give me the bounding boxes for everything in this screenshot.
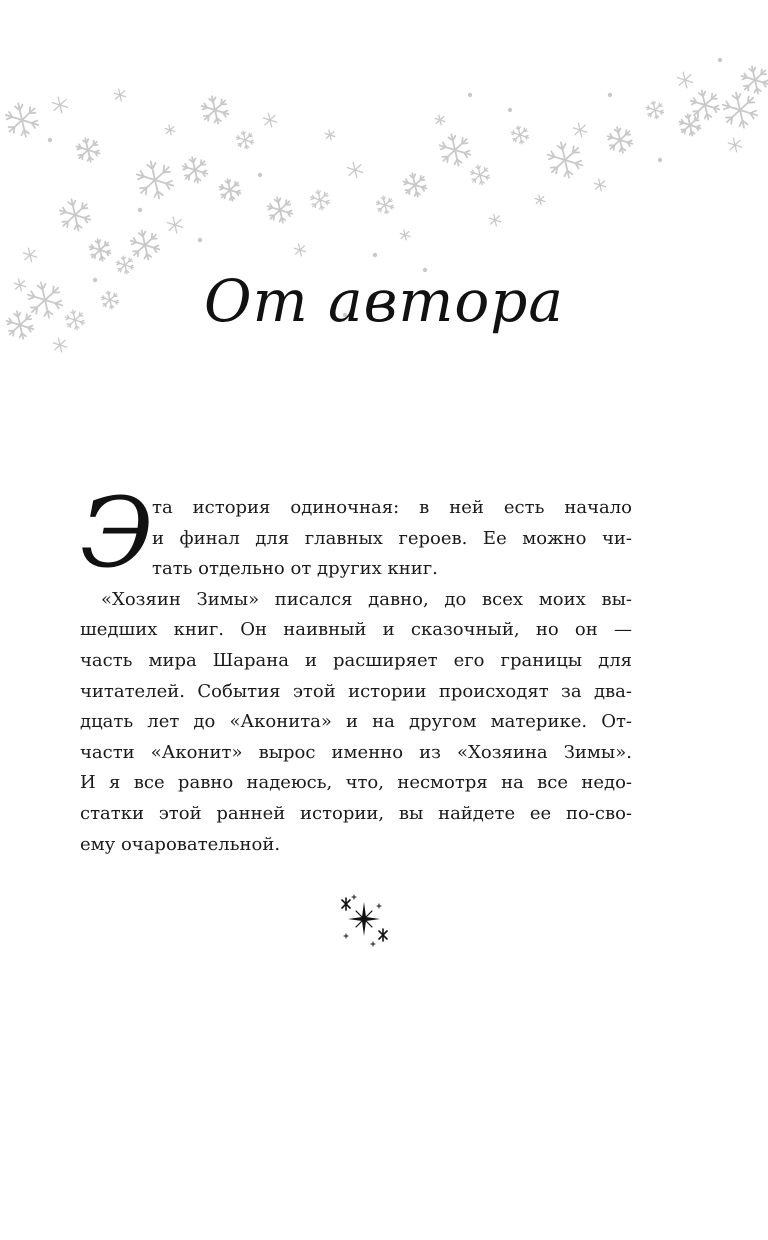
paragraph-1 <box>80 493 632 585</box>
snow-dot <box>138 208 142 212</box>
snowflake-icon <box>6 103 38 136</box>
snowflake-icon <box>594 179 605 191</box>
snow-dot <box>373 253 377 257</box>
snow-dot <box>658 158 662 162</box>
text-line: тать отдельно от других книг. <box>152 558 438 580</box>
snowflake-icon <box>183 157 208 182</box>
text-line: часть мира Шарана и расширяет его границы для <box>80 649 632 671</box>
snowflake-icon <box>404 173 427 196</box>
snow-dot <box>258 173 262 177</box>
chapter-title: От автора <box>204 266 564 335</box>
text-line: та история одиночная: в ней есть начало <box>152 497 632 518</box>
paragraph-2 <box>80 585 632 860</box>
text-line: «Хозяин Зимы» писался давно, до всех моих вы- <box>101 588 632 610</box>
snowflake-icon <box>646 101 663 119</box>
snowflake-icon <box>131 230 160 259</box>
text-line: части «Аконит» вырос именно из «Хозяина Зимы». <box>80 741 632 763</box>
snowflake-icon <box>470 165 489 185</box>
snowflake-icon <box>236 131 253 149</box>
snowflake-icon <box>77 138 100 161</box>
snowflake-icon <box>325 130 335 140</box>
snowflake-icon <box>52 97 67 113</box>
text-line: статки этой ранней истории, вы найдете ее по-сво- <box>80 802 632 824</box>
snowflake-icon <box>511 126 528 144</box>
snowflake-icon <box>573 123 586 137</box>
snowflake-icon <box>548 142 582 177</box>
text-line: дцать лет до «Аконита» и на другом материке. От- <box>80 711 632 733</box>
snowflake-icon <box>677 72 692 88</box>
snowflake-icon <box>165 125 175 135</box>
snow-dot <box>468 93 472 97</box>
snowflake-icon <box>728 138 741 152</box>
text-line: читателей. События этой истории происходят за два- <box>80 680 632 702</box>
snow-dot <box>718 58 722 62</box>
snowflake-icon <box>23 248 36 262</box>
snowflake-icon <box>60 199 91 230</box>
snowflake-icon <box>742 66 768 93</box>
snowflake-icon <box>114 89 125 101</box>
snowflake-icon <box>294 244 305 256</box>
snowflake-icon <box>310 190 329 210</box>
text-line: И я все равно надеюсь, что, несмотря на все недо- <box>80 772 632 794</box>
author-note-text <box>80 477 632 860</box>
text-line: и финал для главных героев. Ее можно чи- <box>152 527 632 549</box>
snowflake-icon <box>535 195 545 205</box>
drop-cap: Э <box>80 477 154 589</box>
sparkles-icon <box>334 890 394 950</box>
text-line: ему очаровательной. <box>80 833 281 855</box>
snowflake-icon <box>691 90 720 119</box>
snowflake-icon <box>608 127 633 152</box>
snow-dot <box>48 138 52 142</box>
snowflake-icon <box>202 96 229 123</box>
snowflake-icon <box>167 217 182 233</box>
snowflake-icon <box>263 113 276 127</box>
snowflake-icon <box>489 214 500 226</box>
snowflake-icon <box>90 239 111 260</box>
snowflake-icon <box>435 115 445 125</box>
snowflake-icon <box>400 230 410 240</box>
snowflake-icon <box>268 197 293 222</box>
text-line: шедших книг. Он наивный и сказочный, но он — <box>80 619 632 641</box>
snowflake-icon <box>376 196 393 214</box>
snow-dot <box>508 108 512 112</box>
snowflake-icon <box>680 114 701 135</box>
snow-dot <box>608 93 612 97</box>
snow-dot <box>198 238 202 242</box>
snowflake-icon <box>137 162 173 199</box>
snowflake-icon <box>723 92 757 127</box>
snowflake-icon <box>440 134 471 165</box>
snowflake-icon <box>220 179 241 200</box>
snowflake-icon <box>53 338 66 352</box>
snowflake-icon <box>347 162 362 178</box>
